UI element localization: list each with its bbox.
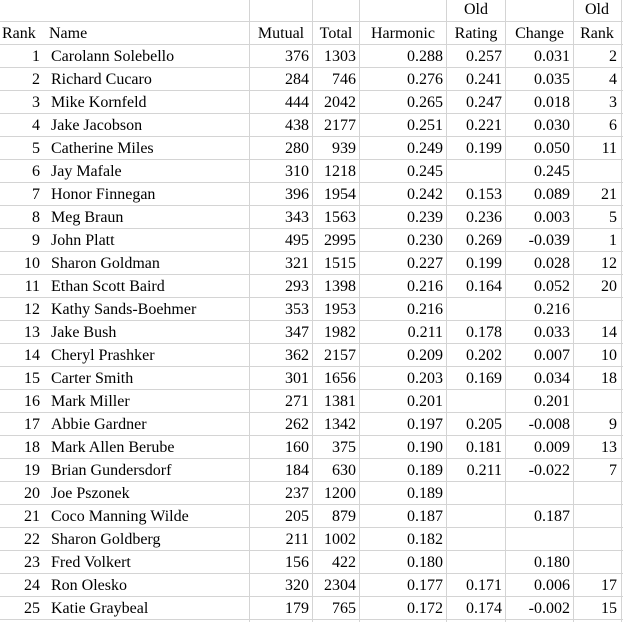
- cell-mutual: 280: [285, 140, 309, 157]
- cell-change: 0.030: [534, 117, 570, 134]
- cell-mutual: 184: [285, 462, 309, 479]
- cell-rank: 19: [24, 462, 40, 479]
- cell-harmonic: 0.172: [407, 600, 443, 617]
- cell-name: Carter Smith: [51, 370, 134, 387]
- table-row: [0, 344, 623, 367]
- table-row: [0, 574, 623, 597]
- cell-harmonic: 0.251: [407, 117, 443, 134]
- cell-harmonic: 0.227: [407, 255, 443, 272]
- cell-name: Ron Olesko: [51, 577, 127, 594]
- cell-name: Sharon Goldberg: [51, 531, 161, 548]
- cell-total: 2042: [324, 94, 356, 111]
- cell-change: [506, 482, 573, 505]
- cell-change: 0.003: [534, 209, 570, 226]
- cell-change: 0.034: [534, 370, 570, 387]
- cell-change: -0.002: [528, 600, 570, 617]
- table-row: [0, 597, 623, 620]
- cell-mutual: 179: [285, 600, 309, 617]
- cell-old-rating: 0.221: [466, 117, 502, 134]
- cell-name: Honor Finnegan: [51, 186, 156, 203]
- cell-total: 375: [332, 439, 356, 456]
- cell-harmonic: 0.201: [407, 393, 443, 410]
- table-row: [0, 45, 623, 68]
- cell-mutual: 438: [285, 117, 309, 134]
- cell-rank: 24: [24, 577, 40, 594]
- cell-change: 0.035: [534, 71, 570, 88]
- header-total: Total: [319, 25, 353, 42]
- cell-change: -0.022: [528, 462, 570, 479]
- cell-total: 422: [332, 554, 356, 571]
- cell-mutual: 343: [285, 209, 309, 226]
- table-row: [0, 229, 623, 252]
- header-rank: Rank: [2, 25, 36, 42]
- cell-old-rank: 18: [601, 370, 617, 387]
- cell-rank: 11: [24, 278, 40, 295]
- cell-rank: 3: [32, 94, 40, 111]
- cell-mutual: 211: [285, 531, 309, 548]
- cell-rank: 8: [32, 209, 40, 226]
- cell-harmonic: 0.211: [407, 324, 443, 341]
- cell-rank: 12: [24, 301, 40, 318]
- cell-total: 2304: [324, 577, 356, 594]
- table-row: [0, 91, 623, 114]
- cell-name: Mike Kornfeld: [51, 94, 147, 111]
- cell-change: 0.033: [534, 324, 570, 341]
- cell-old-rank: [574, 505, 620, 528]
- table-row: [0, 551, 623, 574]
- cell-name: Coco Manning Wilde: [51, 508, 189, 525]
- cell-harmonic: 0.203: [407, 370, 443, 387]
- cell-change: 0.201: [534, 393, 570, 410]
- cell-old-rank: [574, 482, 620, 505]
- cell-mutual: 205: [285, 508, 309, 525]
- header-old-rating: Rating: [454, 25, 498, 42]
- cell-old-rank: [574, 528, 620, 551]
- cell-name: Sharon Goldman: [51, 255, 160, 272]
- header-old-rank-top: Old: [585, 1, 609, 18]
- cell-name: Carolann Solebello: [51, 48, 175, 65]
- cell-old-rank: 15: [601, 600, 617, 617]
- cell-total: 1656: [324, 370, 356, 387]
- cell-old-rank: 10: [601, 347, 617, 364]
- cell-mutual: 444: [285, 94, 309, 111]
- cell-old-rating: 0.171: [466, 577, 502, 594]
- cell-harmonic: 0.216: [407, 278, 443, 295]
- cell-old-rating: 0.257: [466, 48, 502, 65]
- cell-rank: 20: [24, 485, 40, 502]
- cell-change: 0.245: [534, 163, 570, 180]
- cell-mutual: 237: [285, 485, 309, 502]
- cell-rank: 22: [24, 531, 40, 548]
- cell-old-rating: [447, 390, 505, 413]
- cell-old-rank: 12: [601, 255, 617, 272]
- cell-mutual: 321: [285, 255, 309, 272]
- cell-change: 0.028: [534, 255, 570, 272]
- cell-harmonic: 0.245: [407, 163, 443, 180]
- cell-harmonic: 0.190: [407, 439, 443, 456]
- header-change: Change: [515, 25, 564, 42]
- cell-change: -0.008: [528, 416, 570, 433]
- cell-change: 0.089: [534, 186, 570, 203]
- table-row: [0, 436, 623, 459]
- cell-total: 1954: [324, 186, 356, 203]
- cell-old-rank: 14: [601, 324, 617, 341]
- cell-rank: 25: [24, 600, 40, 617]
- cell-change: [506, 528, 573, 551]
- table-row: [0, 505, 623, 528]
- cell-rank: 23: [24, 554, 40, 571]
- cell-mutual: 353: [285, 301, 309, 318]
- cell-harmonic: 0.182: [407, 531, 443, 548]
- cell-old-rating: 0.211: [466, 462, 502, 479]
- cell-old-rank: 20: [601, 278, 617, 295]
- cell-rank: 15: [24, 370, 40, 387]
- cell-old-rating: [447, 482, 505, 505]
- cell-harmonic: 0.197: [407, 416, 443, 433]
- cell-rank: 10: [24, 255, 40, 272]
- table-row: [0, 298, 623, 321]
- cell-harmonic: 0.249: [407, 140, 443, 157]
- cell-name: Ethan Scott Baird: [51, 278, 165, 295]
- cell-harmonic: 0.189: [407, 462, 443, 479]
- cell-name: Joe Pszonek: [51, 485, 130, 502]
- cell-rank: 5: [32, 140, 40, 157]
- header-old-rank: Rank: [580, 25, 614, 42]
- cell-rank: 16: [24, 393, 40, 410]
- cell-name: Jay Mafale: [51, 163, 122, 180]
- cell-old-rating: 0.169: [466, 370, 502, 387]
- cell-name: Richard Cucaro: [51, 71, 152, 88]
- gridline-horizontal: [0, 619, 623, 620]
- cell-old-rating: 0.178: [466, 324, 502, 341]
- cell-total: 879: [332, 508, 356, 525]
- cell-total: 939: [332, 140, 356, 157]
- cell-total: 1398: [324, 278, 356, 295]
- cell-harmonic: 0.187: [407, 508, 443, 525]
- cell-harmonic: 0.265: [407, 94, 443, 111]
- table-row: [0, 482, 623, 505]
- cell-old-rank: 11: [601, 140, 617, 157]
- cell-total: 746: [332, 71, 356, 88]
- table-row: [0, 367, 623, 390]
- cell-name: Meg Braun: [51, 209, 124, 226]
- cell-harmonic: 0.177: [407, 577, 443, 594]
- cell-mutual: 396: [285, 186, 309, 203]
- cell-mutual: 293: [285, 278, 309, 295]
- cell-rank: 17: [24, 416, 40, 433]
- header-old-rating-top: Old: [464, 1, 488, 18]
- cell-old-rank: 1: [609, 232, 617, 249]
- table-row: [0, 390, 623, 413]
- table-row: [0, 183, 623, 206]
- cell-harmonic: 0.180: [407, 554, 443, 571]
- cell-mutual: 310: [285, 163, 309, 180]
- cell-change: 0.006: [534, 577, 570, 594]
- cell-old-rating: [447, 528, 505, 551]
- cell-total: 765: [332, 600, 356, 617]
- cell-old-rating: 0.174: [466, 600, 502, 617]
- cell-total: 1381: [324, 393, 356, 410]
- cell-total: 1982: [324, 324, 356, 341]
- cell-mutual: 495: [285, 232, 309, 249]
- table-row: [0, 528, 623, 551]
- cell-mutual: 271: [285, 393, 309, 410]
- cell-name: Jake Jacobson: [51, 117, 143, 134]
- cell-harmonic: 0.230: [407, 232, 443, 249]
- cell-mutual: 262: [285, 416, 309, 433]
- cell-old-rating: [447, 505, 505, 528]
- cell-mutual: 320: [285, 577, 309, 594]
- table-row: [0, 275, 623, 298]
- cell-mutual: 284: [285, 71, 309, 88]
- cell-mutual: 156: [285, 554, 309, 571]
- cell-old-rank: 6: [609, 117, 617, 134]
- cell-old-rating: 0.269: [466, 232, 502, 249]
- cell-change: 0.018: [534, 94, 570, 111]
- cell-harmonic: 0.216: [407, 301, 443, 318]
- cell-change: 0.031: [534, 48, 570, 65]
- cell-total: 1342: [324, 416, 356, 433]
- cell-total: 1200: [324, 485, 356, 502]
- cell-old-rating: 0.202: [466, 347, 502, 364]
- cell-mutual: 362: [285, 347, 309, 364]
- cell-old-rating: 0.247: [466, 94, 502, 111]
- cell-rank: 13: [24, 324, 40, 341]
- cell-total: 1218: [324, 163, 356, 180]
- cell-total: 1515: [324, 255, 356, 272]
- cell-old-rating: 0.236: [466, 209, 502, 226]
- cell-name: Katie Graybeal: [51, 600, 149, 617]
- cell-mutual: 376: [285, 48, 309, 65]
- cell-name: Cheryl Prashker: [51, 347, 155, 364]
- cell-name: Fred Volkert: [51, 554, 131, 571]
- cell-old-rating: 0.205: [466, 416, 502, 433]
- cell-name: Mark Allen Berube: [51, 439, 175, 456]
- cell-old-rank: 7: [609, 462, 617, 479]
- table-row: [0, 160, 623, 183]
- cell-name: Brian Gundersdorf: [51, 462, 172, 479]
- header-harmonic: Harmonic: [371, 25, 435, 42]
- cell-old-rank: 4: [609, 71, 617, 88]
- cell-change: 0.180: [534, 554, 570, 571]
- cell-total: 1303: [324, 48, 356, 65]
- cell-change: 0.009: [534, 439, 570, 456]
- cell-rank: 21: [24, 508, 40, 525]
- cell-old-rank: 5: [609, 209, 617, 226]
- header-row: [0, 22, 623, 45]
- cell-old-rating: 0.181: [466, 439, 502, 456]
- cell-old-rating: [447, 298, 505, 321]
- cell-old-rating: 0.199: [466, 255, 502, 272]
- cell-name: Catherine Miles: [51, 140, 154, 157]
- cell-rank: 7: [32, 186, 40, 203]
- table-row: [0, 459, 623, 482]
- cell-rank: 18: [24, 439, 40, 456]
- cell-harmonic: 0.276: [407, 71, 443, 88]
- cell-rank: 2: [32, 71, 40, 88]
- table-row: [0, 413, 623, 436]
- cell-old-rank: 2: [609, 48, 617, 65]
- table-row: [0, 321, 623, 344]
- cell-name: Jake Bush: [51, 324, 117, 341]
- cell-total: 630: [332, 462, 356, 479]
- cell-mutual: 347: [285, 324, 309, 341]
- cell-change: -0.039: [528, 232, 570, 249]
- cell-harmonic: 0.239: [407, 209, 443, 226]
- cell-old-rank: [574, 298, 620, 321]
- table-row: [0, 137, 623, 160]
- cell-rank: 1: [32, 48, 40, 65]
- cell-old-rating: 0.199: [466, 140, 502, 157]
- cell-name: Mark Miller: [51, 393, 130, 410]
- cell-total: 1953: [324, 301, 356, 318]
- header-row-top: [0, 0, 623, 20]
- cell-change: 0.050: [534, 140, 570, 157]
- cell-total: 1563: [324, 209, 356, 226]
- cell-old-rating: 0.241: [466, 71, 502, 88]
- cell-old-rank: 3: [609, 94, 617, 111]
- cell-rank: 4: [32, 117, 40, 134]
- cell-harmonic: 0.189: [407, 485, 443, 502]
- cell-harmonic: 0.288: [407, 48, 443, 65]
- cell-name: John Platt: [51, 232, 115, 249]
- table-row: [0, 114, 623, 137]
- cell-old-rating: [447, 551, 505, 574]
- cell-old-rank: [574, 390, 620, 413]
- cell-old-rating: 0.164: [466, 278, 502, 295]
- cell-old-rating: 0.153: [466, 186, 502, 203]
- cell-change: 0.052: [534, 278, 570, 295]
- cell-old-rank: [574, 551, 620, 574]
- cell-total: 2177: [324, 117, 356, 134]
- cell-mutual: 301: [285, 370, 309, 387]
- cell-rank: 9: [32, 232, 40, 249]
- header-mutual: Mutual: [257, 25, 305, 42]
- cell-change: 0.187: [534, 508, 570, 525]
- table-row: [0, 252, 623, 275]
- cell-rank: 6: [32, 163, 40, 180]
- cell-old-rank: 13: [601, 439, 617, 456]
- cell-mutual: 160: [285, 439, 309, 456]
- table-row: [0, 206, 623, 229]
- cell-old-rank: 17: [601, 577, 617, 594]
- cell-change: 0.216: [534, 301, 570, 318]
- cell-old-rank: 9: [609, 416, 617, 433]
- cell-name: Abbie Gardner: [51, 416, 147, 433]
- cell-total: 2995: [324, 232, 356, 249]
- cell-total: 2157: [324, 347, 356, 364]
- cell-rank: 14: [24, 347, 40, 364]
- cell-old-rank: 21: [601, 186, 617, 203]
- cell-old-rating: [447, 160, 505, 183]
- cell-old-rank: [574, 160, 620, 183]
- cell-harmonic: 0.242: [407, 186, 443, 203]
- table-row: [0, 68, 623, 91]
- cell-total: 1002: [324, 531, 356, 548]
- cell-change: 0.007: [534, 347, 570, 364]
- cell-harmonic: 0.209: [407, 347, 443, 364]
- header-name: Name: [49, 25, 88, 42]
- cell-name: Kathy Sands-Boehmer: [51, 301, 197, 318]
